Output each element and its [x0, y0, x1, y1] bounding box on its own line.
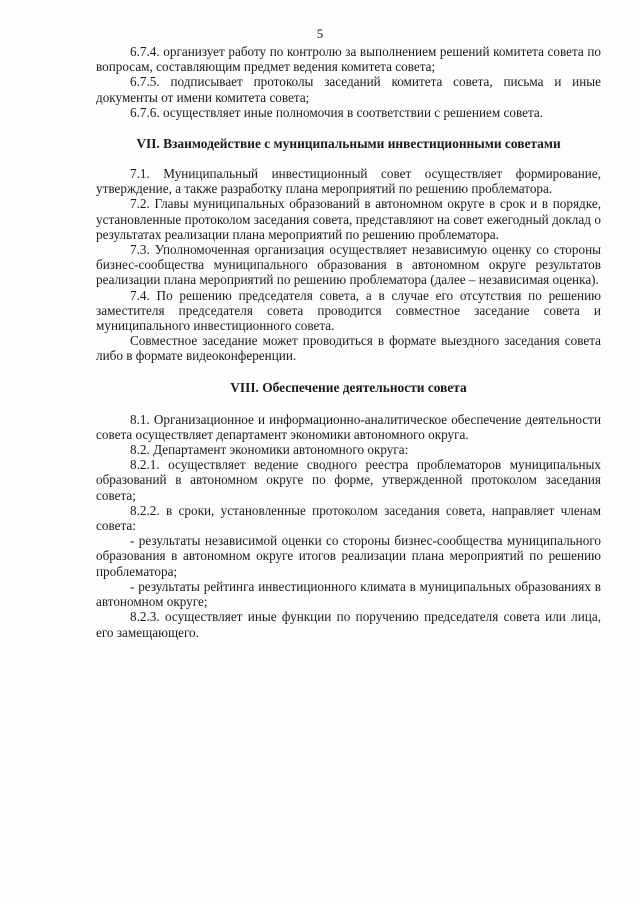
document-body	[96, 44, 601, 640]
clause-6-7-4: 6.7.4. организует работу по контролю за выполнением решений комитета совета по вопросам, составляющим предмет ведения комитета совета;	[96, 44, 601, 75]
clause-8-2-2: 8.2.2. в сроки, установленные протоколом заседания совета, направляет членам совета:	[96, 502, 601, 534]
clause-7-4: 7.4. По решению председателя совета, а в случае его отсутствия по решению заместителя председателя совета проводится совместное заседание совета и муниципального инвестиционного совета.	[96, 287, 601, 334]
clause-8-1: 8.1. Организационное и информационно-аналитическое обеспечение деятельности совета осуществляет департамент экономики автономного округа.	[96, 411, 601, 442]
clause-8-2-3: 8.2.3. осуществляет иные функции по поручению председателя совета или лица, его замещающего.	[96, 609, 601, 640]
clause-8-2-2-item-2: - результаты рейтинга инвестиционного климата в муниципальных образованиях в автономном округе;	[96, 578, 601, 610]
clause-7-2: 7.2. Главы муниципальных образований в автономном округе в срок и в порядке, установленные протоколом заседания совета, представляют на совет ежегодный доклад о результатах реализации плана мероприятий по решению проблематора.	[96, 196, 601, 242]
clause-6-7-5: 6.7.5. подписывает протоколы заседаний комитета совета, письма и иные документы от имени комитета совета;	[96, 74, 601, 105]
section-7-heading: VII. Взаимодействие с муниципальными инвестиционными советами	[136, 136, 561, 152]
section-8-heading: VIII. Обеспечение деятельности совета	[230, 379, 467, 395]
clause-6-7-6: 6.7.6. осуществляет иные полномочия в соответствии с решением совета.	[130, 104, 544, 120]
clause-8-2-1: 8.2.1. осуществляет ведение сводного реестра проблематоров муниципальных образований в автономном округе по форме, утвержденной протоколом заседания совета;	[96, 457, 601, 503]
clause-7-4-note: Совместное заседание может проводиться в формате выездного заседания совета либо в формате видеоконференции.	[96, 333, 601, 364]
clause-8-2: 8.2. Департамент экономики автономного округа:	[130, 442, 409, 458]
clause-7-3: 7.3. Уполномоченная организация осуществляет независимую оценку со стороны бизнес-сообщества муниципального образования в автономном округе результатов реализации плана мероприятий по решению проблематора (далее – независимая оценка).	[96, 242, 601, 288]
clause-8-2-2-item-1: - результаты независимой оценки со стороны бизнес-сообщества муниципального образования в автономном округе итогов реализации плана мероприятий по решению проблематора;	[96, 533, 601, 579]
page-number: 5	[316, 26, 324, 41]
clause-7-1: 7.1. Муниципальный инвестиционный совет осуществляет формирование, утверждение, а также разработку плана мероприятий по решению проблематора.	[96, 166, 601, 197]
